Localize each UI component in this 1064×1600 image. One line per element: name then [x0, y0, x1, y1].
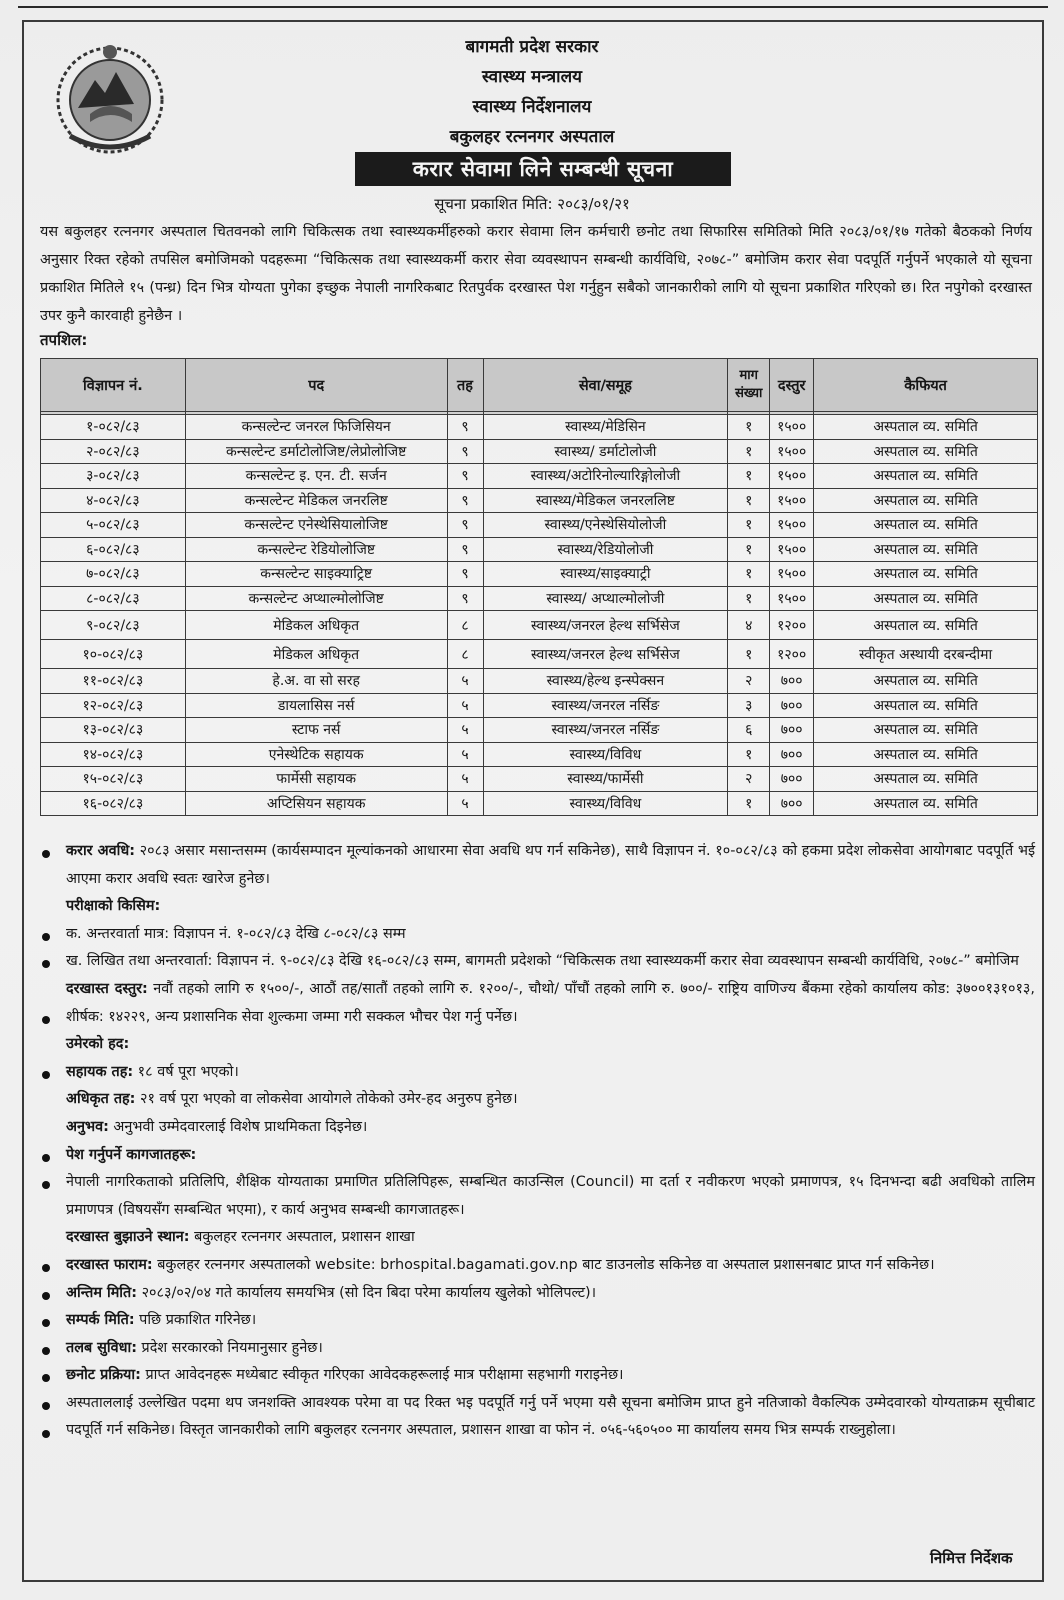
note-text: प्रदेश सरकारको नियमानुसार हुनेछ।	[136, 1339, 323, 1356]
cell-demand-count: १	[728, 513, 770, 538]
cell-level: ५	[447, 669, 483, 694]
cell-demand-count: १	[728, 791, 770, 816]
bullet-icon	[42, 1374, 50, 1382]
bullet-icon	[42, 1402, 50, 1410]
cell-demand-count: १	[728, 488, 770, 513]
cell-demand-count: २	[728, 767, 770, 792]
cell-ad-number: ५-०८२/८३	[41, 513, 186, 538]
cell-fee: १५००	[770, 562, 814, 587]
top-border	[18, 6, 1048, 8]
cell-post: डायलासिस नर्स	[185, 693, 447, 718]
cell-service-group: स्वास्थ्य/ अप्थाल्मोलोजी	[483, 586, 728, 611]
cell-post: अप्टिसियन सहायक	[185, 791, 447, 816]
note-place	[40, 1224, 1035, 1252]
cell-service-group: स्वास्थ्य/अटोरिनोल्यारिङ्गोलोजी	[483, 464, 728, 489]
note-label: सहायक तह:	[66, 1063, 134, 1080]
note-label: छनोट प्रक्रिया:	[66, 1367, 141, 1384]
cell-level: ९	[447, 415, 483, 440]
cell-level: ९	[447, 537, 483, 562]
note-label: पेश गर्नुपर्ने कागजातहरू:	[66, 1146, 197, 1163]
cell-ad-number: १४-०८२/८३	[41, 742, 186, 767]
table-row	[41, 488, 1038, 513]
note-assistant-age	[40, 1059, 1035, 1087]
cell-level: ८	[447, 640, 483, 669]
cell-remarks: अस्पताल व्य. समिति	[814, 537, 1038, 562]
column-header-ad-number: विज्ञापन नं.	[41, 359, 186, 412]
bullet-icon	[42, 1154, 50, 1162]
bullet-icon	[42, 850, 50, 858]
cell-level: ९	[447, 586, 483, 611]
note-text: पछि प्रकाशित गरिनेछ।	[134, 1312, 257, 1329]
table-row	[41, 640, 1038, 669]
table-row	[41, 464, 1038, 489]
cell-service-group: स्वास्थ्य/विविध	[483, 791, 728, 816]
vacancy-table	[40, 358, 1038, 816]
note-label: उमेरको हद:	[66, 1036, 130, 1053]
note-form	[40, 1252, 1035, 1280]
cell-demand-count: १	[728, 439, 770, 464]
cell-level: ९	[447, 488, 483, 513]
table-row	[41, 718, 1038, 743]
table-row	[41, 537, 1038, 562]
cell-level: ५	[447, 718, 483, 743]
note-text: अस्पताललाई उल्लेखित पदमा थप जनशक्ति आवश्यक परेमा वा पद रिक्त भइ पदपूर्ति गर्नु पर्ने भएमा यसै सूचना बमोजिम प्राप्त हुने नतिजाको वैकल्पिक उम्मेदवारको योग्यताक्रम सूचीबाट पदपूर्ति गर्न सकिनेछ। विस्तृत जानकारीको लागि बकुलहर रत्ननगर अस्पताल, प्रशासन शाखा वा फोन नं. ०५६-५६०५०० मा कार्यालय समय भित्र सम्पर्क राख्नुहोला।	[66, 1394, 1035, 1439]
note-contact	[40, 1307, 1035, 1335]
cell-fee: ७००	[770, 791, 814, 816]
cell-post: कन्सल्टेन्ट रेडियोलोजिष्ट	[185, 537, 447, 562]
cell-fee: ७००	[770, 767, 814, 792]
cell-ad-number: ६-०८२/८३	[41, 537, 186, 562]
intro-paragraph: यस बकुलहर रत्ननगर अस्पताल चितवनको लागि चिकित्सक तथा स्वास्थ्यकर्मीहरुको करार सेवामा लिन कर्मचारी छनोट तथा सिफारिस समितिको मिति २०८३/०१/१७ गतेको बैठकको निर्णय अनुसार रिक्त रहेको तपसिल बमोजिमको पदहरूमा “चिकित्सक तथा स्वास्थ्यकर्मी करार सेवा व्यवस्थापन सम्बन्धी कार्यविधि, २०७८-” बमोजिम करार सेवा पदपूर्ति गर्नुपर्ने भएकाले यो सूचना प्रकाशित मितिले १५ (पन्ध्र) दिन भित्र योग्यता पुगेका इच्छुक नेपाली नागरिकबाट रितपुर्वक दरखास्त पेश गर्नुहुन सबैको जानकारीको लागि यो सूचना प्रकाशित गरिएको छ। रित नपुगेको दरखास्त उपर कुनै कारवाही हुनेछैन ।	[40, 224, 1032, 324]
notice-title: करार सेवामा लिने सम्बन्धी सूचना	[355, 152, 731, 186]
table-row	[41, 562, 1038, 587]
cell-post: कन्सल्टेन्ट मेडिकल जनरलिष्ट	[185, 488, 447, 513]
note-text: क. अन्तरवार्ता मात्र: विज्ञापन नं. १-०८२/८३ देखि ८-०८२/८३ सम्म	[66, 925, 406, 942]
cell-service-group: स्वास्थ्य/जनरल नर्सिङ	[483, 718, 728, 743]
cell-ad-number: ३-०८२/८३	[41, 464, 186, 489]
cell-level: ५	[447, 791, 483, 816]
note-text: नेपाली नागरिकताको प्रतिलिपि, शैक्षिक योग्यताका प्रमाणित प्रतिलिपिहरू, सम्बन्धित काउन्सिल (Council) मा दर्ता र नवीकरण भएको प्रमाणपत्र, १५ दिनभन्दा बढी अवधिको तालिम प्रमाणपत्र (विषयसँग सम्बन्धित भएमा), र कार्य अनुभव सम्बन्धी कागजातहरू।	[66, 1174, 1035, 1218]
table-row	[41, 513, 1038, 538]
cell-post: कन्सल्टेन्ट अप्थाल्मोलोजिष्ट	[185, 586, 447, 611]
cell-fee: ७००	[770, 693, 814, 718]
note-exam-a	[40, 921, 1035, 949]
bullet-icon	[42, 1347, 50, 1355]
column-header-level: तह	[447, 359, 483, 412]
cell-remarks: अस्पताल व्य. समिति	[814, 693, 1038, 718]
note-label: दरखास्त फाराम:	[66, 1256, 153, 1273]
table-row	[41, 586, 1038, 611]
note-contract	[40, 838, 1035, 893]
cell-level: ५	[447, 693, 483, 718]
note-docs-heading	[40, 1142, 1035, 1170]
cell-fee: ७००	[770, 669, 814, 694]
note-experience	[40, 1114, 1035, 1142]
header-directorate: स्वास्थ्य निर्देशनालय	[472, 97, 592, 117]
cell-ad-number: १-०८२/८३	[41, 415, 186, 440]
table-row	[41, 693, 1038, 718]
cell-service-group: स्वास्थ्य/मेडिकल जनरललिष्ट	[483, 488, 728, 513]
cell-remarks: अस्पताल व्य. समिति	[814, 611, 1038, 640]
column-header-remarks: कैफियत	[814, 359, 1038, 412]
cell-demand-count: १	[728, 415, 770, 440]
cell-service-group: स्वास्थ्य/जनरल हेल्थ सर्भिसेज	[483, 611, 728, 640]
note-text: २०८३/०२/०४ गते कार्यालय समयभित्र (सो दिन बिदा परेमा कार्यालय खुलेको भोलिपल्ट)।	[137, 1284, 597, 1301]
cell-post: कन्सल्टेन्ट साइक्याट्रिष्ट	[185, 562, 447, 587]
cell-ad-number: ७-०८२/८३	[41, 562, 186, 587]
note-label: दरखास्त बुझाउने स्थान:	[66, 1229, 190, 1246]
note-exam-b	[40, 948, 1035, 976]
note-text: २०८३ असार मसान्तसम्म (कार्यसम्पादन मूल्यांकनको आधारमा सेवा अवधि थप गर्न सकिनेछ), साथै विज्ञापन नं. १०-०८२/८३ को हकमा प्रदेश लोकसेवा आयोगबाट पदपूर्ति भई आएमा करार अवधि स्वतः खारेज हुनेछ।	[66, 843, 1036, 887]
cell-fee: १५००	[770, 415, 814, 440]
cell-ad-number: ४-०८२/८३	[41, 488, 186, 513]
column-header-fee: दस्तुर	[770, 359, 814, 412]
cell-demand-count: ६	[728, 718, 770, 743]
cell-demand-count: १	[728, 586, 770, 611]
cell-level: ९	[447, 513, 483, 538]
note-label: अनुभव:	[66, 1118, 109, 1135]
cell-post: फार्मेसी सहायक	[185, 767, 447, 792]
table-row	[41, 415, 1038, 440]
cell-service-group: स्वास्थ्य/रेडियोलोजी	[483, 537, 728, 562]
note-label: सम्पर्क मिति:	[66, 1312, 135, 1329]
note-label: परीक्षाको किसिम:	[66, 898, 161, 915]
details-label: तपशिल:	[40, 331, 88, 349]
cell-post: कन्सल्टेन्ट जनरल फिजिसियन	[185, 415, 447, 440]
column-header-post: पद	[185, 359, 447, 412]
cell-demand-count: २	[728, 669, 770, 694]
cell-post: कन्सल्टेन्ट इ. एन. टी. सर्जन	[185, 464, 447, 489]
cell-demand-count: १	[728, 640, 770, 669]
cell-post: कन्सल्टेन्ट एनेस्थेसियालोजिष्ट	[185, 513, 447, 538]
note-text: अनुभवी उम्मेदवारलाई विशेष प्राथमिकता दिइनेछ।	[108, 1118, 368, 1135]
note-docs	[40, 1169, 1035, 1224]
note-text: बकुलहर रत्ननगर अस्पतालको website: brhospital.bagamati.gov.np बाट डाउनलोड सकिनेछ वा अस्पताल प्रशासनबाट प्राप्त गर्न सकिनेछ।	[152, 1256, 935, 1273]
cell-post: कन्सल्टेन्ट डर्माटोलोजिष्ट/लेप्रोलोजिष्ट	[185, 439, 447, 464]
cell-demand-count: ४	[728, 611, 770, 640]
note-salary	[40, 1335, 1035, 1363]
header-hospital: बकुलहर रत्ननगर अस्पताल	[449, 127, 615, 147]
table-body	[41, 412, 1038, 816]
cell-fee: १५००	[770, 586, 814, 611]
table-row	[41, 742, 1038, 767]
cell-fee: १५००	[770, 537, 814, 562]
cell-demand-count: १	[728, 464, 770, 489]
bullet-icon	[42, 1181, 50, 1189]
cell-remarks: अस्पताल व्य. समिति	[814, 718, 1038, 743]
cell-remarks: अस्पताल व्य. समिति	[814, 488, 1038, 513]
cell-remarks: अस्पताल व्य. समिति	[814, 562, 1038, 587]
cell-fee: १५००	[770, 488, 814, 513]
note-selection	[40, 1362, 1035, 1390]
bullet-icon	[42, 1016, 50, 1024]
note-label: दरखास्त दस्तुर:	[66, 980, 148, 997]
cell-level: ९	[447, 439, 483, 464]
note-officer-age	[40, 1086, 1035, 1114]
cell-fee: १५००	[770, 439, 814, 464]
cell-level: ९	[447, 562, 483, 587]
cell-service-group: स्वास्थ्य/जनरल नर्सिङ	[483, 693, 728, 718]
note-label: करार अवधि:	[66, 843, 135, 859]
cell-post: मेडिकल अधिकृत	[185, 640, 447, 669]
cell-ad-number: १५-०८२/८३	[41, 767, 186, 792]
cell-demand-count: १	[728, 537, 770, 562]
cell-post: स्टाफ नर्स	[185, 718, 447, 743]
note-fee	[40, 976, 1035, 1031]
cell-remarks: अस्पताल व्य. समिति	[814, 742, 1038, 767]
cell-remarks: अस्पताल व्य. समिति	[814, 586, 1038, 611]
header-province: बागमती प्रदेश सरकार	[465, 37, 599, 57]
note-text: प्राप्त आवेदनहरू मध्येबाट स्वीकृत गरिएका आवेदकहरूलाई मात्र परीक्षामा सहभागी गराइनेछ।	[140, 1367, 624, 1384]
note-text: १८ वर्ष पूरा भएको।	[133, 1063, 239, 1080]
cell-fee: १५००	[770, 513, 814, 538]
bullet-icon	[42, 1071, 50, 1079]
cell-fee: १२००	[770, 640, 814, 669]
cell-post: एनेस्थेटिक सहायक	[185, 742, 447, 767]
table-row	[41, 791, 1038, 816]
cell-demand-count: ३	[728, 693, 770, 718]
cell-post: मेडिकल अधिकृत	[185, 611, 447, 640]
note-deadline	[40, 1280, 1035, 1308]
note-final	[40, 1390, 1035, 1445]
cell-remarks: अस्पताल व्य. समिति	[814, 767, 1038, 792]
cell-remarks: अस्पताल व्य. समिति	[814, 791, 1038, 816]
cell-remarks: अस्पताल व्य. समिति	[814, 415, 1038, 440]
table-row	[41, 669, 1038, 694]
cell-demand-count: १	[728, 742, 770, 767]
cell-fee: १२००	[770, 611, 814, 640]
cell-ad-number: ९-०८२/८३	[41, 611, 186, 640]
cell-remarks: स्वीकृत अस्थायी दरबन्दीमा	[814, 640, 1038, 669]
cell-service-group: स्वास्थ्य/ डर्माटोलोजी	[483, 439, 728, 464]
cell-post: हे.अ. वा सो सरह	[185, 669, 447, 694]
signature: निमित्त निर्देशक	[930, 1549, 1013, 1567]
cell-fee: ७००	[770, 718, 814, 743]
column-header-service-group: सेवा/समूह	[483, 359, 728, 412]
cell-ad-number: ११-०८२/८३	[41, 669, 186, 694]
note-label: अन्तिम मिति:	[66, 1284, 137, 1301]
cell-ad-number: १२-०८२/८३	[41, 693, 186, 718]
cell-level: ५	[447, 767, 483, 792]
cell-ad-number: ८-०८२/८३	[41, 586, 186, 611]
cell-fee: ७००	[770, 742, 814, 767]
note-age-heading	[40, 1031, 1035, 1059]
note-text: बकुलहर रत्ननगर अस्पताल, प्रशासन शाखा	[189, 1229, 415, 1246]
header-ministry: स्वास्थ्य मन्त्रालय	[482, 67, 582, 87]
cell-remarks: अस्पताल व्य. समिति	[814, 439, 1038, 464]
bullet-icon	[42, 960, 50, 968]
cell-fee: १५००	[770, 464, 814, 489]
cell-level: ९	[447, 464, 483, 489]
bullet-icon	[42, 1264, 50, 1272]
cell-ad-number: १३-०८२/८३	[41, 718, 186, 743]
bullet-icon	[42, 933, 50, 941]
cell-service-group: स्वास्थ्य/फार्मेसी	[483, 767, 728, 792]
cell-ad-number: १०-०८२/८३	[41, 640, 186, 669]
cell-service-group: स्वास्थ्य/एनेस्थेसियोलोजी	[483, 513, 728, 538]
note-label: तलब सुविधा:	[66, 1339, 137, 1356]
column-header-demand-count: माग संख्या	[728, 359, 770, 412]
table-row	[41, 439, 1038, 464]
cell-ad-number: १६-०८२/८३	[41, 791, 186, 816]
bullet-icon	[42, 1319, 50, 1327]
notes-section	[40, 838, 1035, 1445]
note-text: नवौं तहको लागि रु १५००/-, आठौं तह/सातौं तहको लागि रु. १२००/-, चौथो/ पाँचौं तहको लागि रु. ७००/- राष्ट्रिय वाणिज्य बैंकमा रहेको कार्यालय कोड: ३७००१३१०१३, शीर्षक: १४२२९, अन्य प्रशासनिक सेवा शुल्कमा जम्मा गरी सक्कल भौचर पेश गर्नु पर्नेछ।	[66, 980, 1035, 1025]
cell-service-group: स्वास्थ्य/साइक्याट्री	[483, 562, 728, 587]
cell-remarks: अस्पताल व्य. समिति	[814, 513, 1038, 538]
note-text: २१ वर्ष पूरा भएको वा लोकसेवा आयोगले तोकेको उमेर-हद अनुरुप हुनेछ।	[135, 1091, 518, 1108]
cell-level: ५	[447, 742, 483, 767]
note-exam-heading	[40, 893, 1035, 921]
cell-level: ८	[447, 611, 483, 640]
published-date: सूचना प्रकाशित मिति: २०८३/०१/२१	[434, 195, 630, 213]
cell-remarks: अस्पताल व्य. समिति	[814, 669, 1038, 694]
cell-service-group: स्वास्थ्य/मेडिसिन	[483, 415, 728, 440]
table-row	[41, 611, 1038, 640]
cell-ad-number: २-०८२/८३	[41, 439, 186, 464]
cell-demand-count: १	[728, 562, 770, 587]
cell-remarks: अस्पताल व्य. समिति	[814, 464, 1038, 489]
table-header-row	[41, 359, 1038, 412]
bullet-icon	[42, 1430, 50, 1438]
table-row	[41, 767, 1038, 792]
cell-service-group: स्वास्थ्य/जनरल हेल्थ सर्भिसेज	[483, 640, 728, 669]
cell-service-group: स्वास्थ्य/विविध	[483, 742, 728, 767]
cell-service-group: स्वास्थ्य/हेल्थ इन्स्पेक्सन	[483, 669, 728, 694]
note-text: ख. लिखित तथा अन्तरवार्ता: विज्ञापन नं. ९-०८२/८३ देखि १६-०८२/८३ सम्म, बागमती प्रदेशको “चिकित्सक तथा स्वास्थ्यकर्मी करार सेवा व्यवस्थापन सम्बन्धी कार्यविधि, २०७८-” बमोजिम	[66, 953, 1019, 970]
note-label: अधिकृत तह:	[66, 1091, 136, 1108]
